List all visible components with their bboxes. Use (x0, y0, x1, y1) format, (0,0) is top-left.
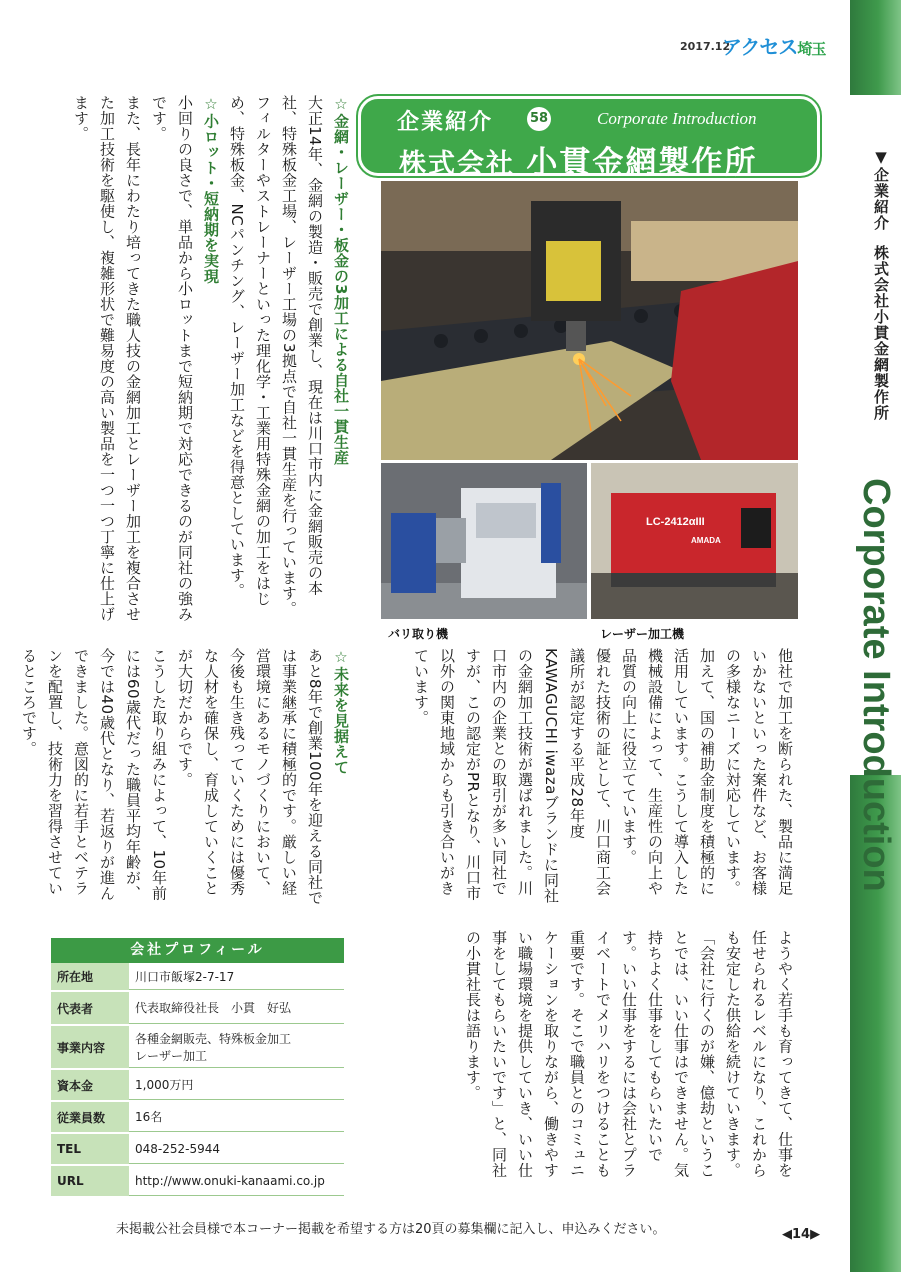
profile-key: 所在地 (51, 963, 129, 990)
article-paragraph: あと8年で創業100年を迎える同社では事業継承に積極的です。厳しい経営環境にあるモノづくりにおいて、今後も生き残っていくためには優秀な人材を確保し、育成していくことが大切だからです。 (176, 648, 324, 906)
banner-english-title: Corporate Introduction (597, 109, 757, 128)
company-profile (51, 938, 344, 1198)
profile-key: URL (51, 1166, 129, 1196)
deburring-caption: バリ取り機 (388, 627, 449, 641)
profile-value: 1,000万円 (135, 1078, 194, 1092)
magazine-region: 埼玉 (797, 40, 826, 58)
article-paragraph: こうした取り組みによって、10年前には60歳代だった職員平均年齢が、今では40歳代となり、若返りが進んできました。意図的に若手とベテランを配置し、技術力を習得させているところです。 (20, 648, 168, 901)
company-prefix: 株式会社 (399, 149, 515, 180)
deburring-machine-photo (381, 463, 587, 619)
article-paragraph: 他社で加工を断られた、製品に満足いかないといった案件など、お客様の多様なニーズに対応しています。 (724, 648, 794, 896)
machine-brand-label: AMADA (691, 536, 721, 545)
issue-date: 2017.12 (680, 40, 731, 53)
profile-url-link[interactable]: http://www.onuki-kanaami.co.jp (135, 1173, 325, 1188)
profile-key: 事業内容 (51, 1026, 129, 1068)
magazine-logo (722, 31, 825, 60)
article-middle-block (358, 648, 798, 906)
article-upper-block (44, 95, 354, 625)
profile-key: 従業員数 (51, 1102, 129, 1132)
sidebar-index (858, 148, 892, 468)
footer-note: 未掲載公社会員様で本コーナー掲載を希望する方は20頁の募集欄に記入し、申込みください。 (116, 1222, 666, 1237)
page-number: ◀14▶ (782, 1227, 821, 1242)
sidebar-english-title: Corporate Introduction (855, 478, 897, 892)
profile-row-representative (51, 992, 344, 1026)
laser-machine-caption: レーザー加工機 (600, 627, 685, 641)
article-paragraph: 「会社に行くのが嫌、億劫ということでは、いい仕事はできません。気持ちよく仕事をしてもらいたいです。いい仕事をするには会社とプライベートでメリハリをつけることも重要です。そこで職員とのコミュニケーションを取りながら、働きやすい職場環境を提供していき、いい仕事をしてもらいたいです」と、同社の小貫社長は語ります。 (464, 930, 716, 1178)
machine-model-label: LC-2412αIII (646, 516, 705, 528)
section-heading-small-lot: ☆小ロット・短納期を実現 (202, 95, 220, 284)
sidebar-section-label: ▼企業紹介 (872, 148, 890, 231)
article-paragraph: 大正14年、金網の製造・販売で創業し、現在は川口市内に金網販売の本社、特殊板金工場、レーザー工場の3拠点で自社一貫生産を行っています。 (280, 95, 324, 617)
profile-row-employees (51, 1102, 344, 1134)
article-lower-block (358, 930, 798, 1188)
article-paragraph: 加えて、国の補助金制度を積極的に活用しています。こうして導入した機械設備によって、生産性の向上や品質の向上に役立てています。 (620, 648, 716, 896)
company-name: 小貫金網製作所 (526, 145, 758, 181)
laser-cutting-photo (381, 181, 798, 460)
profile-value: 048-252-5944 (135, 1141, 221, 1156)
section-heading-integrated: ☆金網・レーザー・板金の3加工による自社一貫生産 (332, 95, 350, 466)
article-paragraph: 優れた技術の証として、川口商工会議所が認定する平成28年度KAWAGUCHI iwazaブランドに同社の金網加工技術が選ばれました。川口市内の企業との取引が多い同社ですが、この認定がPRとなり、川口市以外の関東地域からも引き合いがきています。 (412, 648, 612, 904)
title-banner (358, 96, 820, 181)
profile-row-capital (51, 1070, 344, 1102)
profile-value: 16名 (135, 1110, 163, 1124)
profile-key: TEL (51, 1134, 129, 1164)
profile-row-url (51, 1166, 344, 1198)
series-label: 企業紹介 (397, 110, 494, 135)
profile-key: 資本金 (51, 1070, 129, 1100)
profile-value: 各種金網販売、特殊板金加工 (135, 1031, 292, 1046)
article-future-block (20, 648, 354, 906)
profile-title: 会社プロフィール (51, 938, 344, 963)
sidebar-company-label: 株式会社小貫金網製作所 (872, 245, 890, 421)
profile-row-address (51, 963, 344, 992)
profile-value: レーザー加工 (135, 1048, 208, 1063)
profile-row-tel (51, 1134, 344, 1166)
profile-key: 代表者 (51, 992, 129, 1024)
article-paragraph: また、長年にわたり培ってきた職人技の金網加工とレーザー加工を複合させた加工技術を駆使し、複雑形状で難易度の高い製品を一つ一つ丁寧に仕上げます。 (72, 95, 142, 622)
profile-value: 川口市飯塚2-7-17 (135, 969, 235, 984)
profile-value: 代表取締役社長 小貫 好弘 (135, 1001, 292, 1015)
section-heading-future: ☆未来を見据えて (332, 648, 350, 775)
article-paragraph: ようやく若手も育ってきて、仕事を任せられるレベルになり、これからも安定した供給を続けていきます。 (724, 930, 794, 1178)
article-paragraph: 小回りの良さで、単品から小ロットまで短納期で対応できるのが同社の強みです。 (150, 95, 194, 622)
company-title (399, 137, 757, 182)
article-paragraph: フィルターやストレーナーといった理化学・工業用特殊金網の加工をはじめ、特殊板金、NCパンチング、レーザー加工などを得意としています。 (228, 95, 272, 607)
magazine-name: アクセス (722, 35, 798, 59)
laser-machine-photo (591, 463, 798, 619)
series-number-badge: 58 (527, 107, 551, 131)
profile-row-business (51, 1026, 344, 1070)
